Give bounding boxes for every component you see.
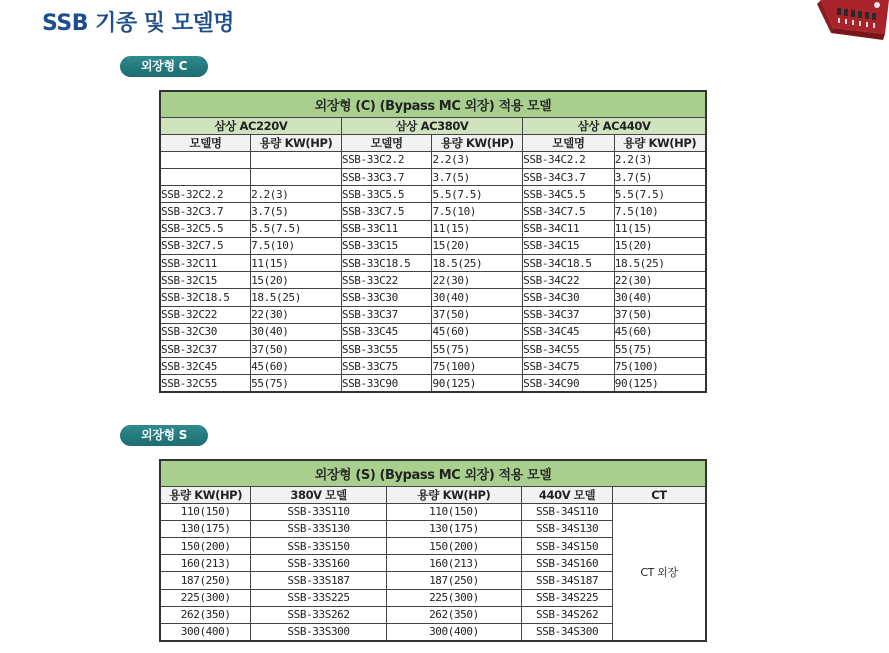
model-cell: SSB-34C90 xyxy=(523,375,615,392)
model-cell: SSB-33S150 xyxy=(251,538,386,555)
col-model-name: 모델명 xyxy=(160,134,251,151)
table-row xyxy=(160,375,706,392)
col-model-name: 모델명 xyxy=(341,134,432,151)
model-cell: SSB-33C15 xyxy=(341,237,432,254)
capacity-cell: 7.5(10) xyxy=(614,203,706,220)
model-cell: SSB-34C5.5 xyxy=(523,186,615,203)
model-cell: SSB-33C45 xyxy=(341,323,432,340)
capacity-cell xyxy=(251,151,342,168)
model-cell: SSB-33S160 xyxy=(251,555,386,572)
capacity-cell: 75(100) xyxy=(432,358,523,375)
capacity-cell: 150(200) xyxy=(386,538,521,555)
table-row xyxy=(160,151,706,168)
table-row xyxy=(160,289,706,306)
model-cell: SSB-34C11 xyxy=(523,220,615,237)
model-cell: SSB-32C37 xyxy=(160,340,251,357)
model-cell: SSB-34C37 xyxy=(523,306,615,323)
capacity-cell: 90(125) xyxy=(432,375,523,392)
model-cell: SSB-34S262 xyxy=(522,606,613,623)
capacity-cell: 37(50) xyxy=(251,340,342,357)
capacity-cell: 15(20) xyxy=(614,237,706,254)
capacity-cell: 2.2(3) xyxy=(614,151,706,168)
capacity-cell: 7.5(10) xyxy=(251,237,342,254)
model-cell: SSB-34S130 xyxy=(522,520,613,537)
capacity-cell: 90(125) xyxy=(614,375,706,392)
model-cell: SSB-34C2.2 xyxy=(523,151,615,168)
table-row xyxy=(160,503,706,520)
model-cell: SSB-34S110 xyxy=(522,503,613,520)
table-row xyxy=(160,323,706,340)
model-cell: SSB-33C75 xyxy=(341,358,432,375)
capacity-cell: 15(20) xyxy=(251,272,342,289)
col-model-440: 440V 모델 xyxy=(522,486,613,503)
capacity-cell: 130(175) xyxy=(386,520,521,537)
capacity-cell: 11(15) xyxy=(614,220,706,237)
model-cell: SSB-33S130 xyxy=(251,520,386,537)
capacity-cell: 3.7(5) xyxy=(432,169,523,186)
model-cell: SSB-33S225 xyxy=(251,589,386,606)
model-cell: SSB-33C30 xyxy=(341,289,432,306)
capacity-cell: 55(75) xyxy=(432,340,523,357)
capacity-cell: 18.5(25) xyxy=(614,255,706,272)
col-ct: CT xyxy=(612,486,706,503)
model-cell: SSB-33C2.2 xyxy=(341,151,432,168)
model-cell: SSB-33C55 xyxy=(341,340,432,357)
table-s-title: 외장형 (S) (Bypass MC 외장) 적용 모델 xyxy=(160,460,706,486)
col-model-name: 모델명 xyxy=(523,134,615,151)
model-cell: SSB-32C5.5 xyxy=(160,220,251,237)
table-row xyxy=(160,220,706,237)
capacity-cell: 7.5(10) xyxy=(432,203,523,220)
capacity-cell: 22(30) xyxy=(614,272,706,289)
model-cell: SSB-34S160 xyxy=(522,555,613,572)
table-row xyxy=(160,272,706,289)
capacity-cell: 11(15) xyxy=(432,220,523,237)
model-cell: SSB-34C22 xyxy=(523,272,615,289)
model-cell: SSB-33C22 xyxy=(341,272,432,289)
model-cell: SSB-32C7.5 xyxy=(160,237,251,254)
capacity-cell: 30(40) xyxy=(432,289,523,306)
capacity-cell: 18.5(25) xyxy=(432,255,523,272)
model-cell: SSB-32C22 xyxy=(160,306,251,323)
capacity-cell: 225(300) xyxy=(160,589,251,606)
capacity-cell xyxy=(251,169,342,186)
col-capacity: 용량 KW(HP) xyxy=(614,134,706,151)
capacity-cell: 110(150) xyxy=(386,503,521,520)
capacity-cell: 130(175) xyxy=(160,520,251,537)
model-cell: SSB-34C15 xyxy=(523,237,615,254)
model-cell xyxy=(160,169,251,186)
capacity-cell: 15(20) xyxy=(432,237,523,254)
model-cell: SSB-33C3.7 xyxy=(341,169,432,186)
col-capacity-440: 용량 KW(HP) xyxy=(386,486,521,503)
col-capacity-380: 용량 KW(HP) xyxy=(160,486,251,503)
model-cell: SSB-32C3.7 xyxy=(160,203,251,220)
col-model-380: 380V 모델 xyxy=(251,486,386,503)
capacity-cell: 45(60) xyxy=(432,323,523,340)
capacity-cell: 160(213) xyxy=(160,555,251,572)
product-image xyxy=(759,0,889,42)
model-cell: SSB-34S300 xyxy=(522,624,613,641)
table-c-body xyxy=(160,151,706,392)
capacity-cell: 37(50) xyxy=(614,306,706,323)
table-row xyxy=(160,203,706,220)
section-s-badge: 외장형 S xyxy=(120,425,208,446)
group-ac220v: 삼상 AC220V xyxy=(160,117,341,134)
capacity-cell: 55(75) xyxy=(614,340,706,357)
table-s-body xyxy=(160,503,706,641)
table-row xyxy=(160,255,706,272)
col-capacity: 용량 KW(HP) xyxy=(432,134,523,151)
model-cell: SSB-34C55 xyxy=(523,340,615,357)
capacity-cell: 30(40) xyxy=(614,289,706,306)
model-cell: SSB-33C90 xyxy=(341,375,432,392)
capacity-cell: 5.5(7.5) xyxy=(614,186,706,203)
model-cell: SSB-33S110 xyxy=(251,503,386,520)
model-cell: SSB-33C11 xyxy=(341,220,432,237)
capacity-cell: 45(60) xyxy=(251,358,342,375)
model-cell: SSB-33C7.5 xyxy=(341,203,432,220)
capacity-cell: 30(40) xyxy=(251,323,342,340)
table-row xyxy=(160,306,706,323)
capacity-cell: 22(30) xyxy=(251,306,342,323)
table-external-c xyxy=(159,90,707,393)
page-title: SSB 기종 및 모델명 xyxy=(42,11,234,36)
starter-device-icon xyxy=(759,0,889,42)
model-cell: SSB-34C18.5 xyxy=(523,255,615,272)
capacity-cell: 3.7(5) xyxy=(614,169,706,186)
capacity-cell: 110(150) xyxy=(160,503,251,520)
model-cell: SSB-32C45 xyxy=(160,358,251,375)
capacity-cell: 300(400) xyxy=(160,624,251,641)
model-cell: SSB-34S187 xyxy=(522,572,613,589)
model-cell: SSB-34C7.5 xyxy=(523,203,615,220)
capacity-cell: 262(350) xyxy=(160,606,251,623)
capacity-cell: 150(200) xyxy=(160,538,251,555)
table-external-s xyxy=(159,459,707,642)
capacity-cell: 75(100) xyxy=(614,358,706,375)
ct-cell: CT 외장 xyxy=(612,503,706,641)
model-cell xyxy=(160,151,251,168)
capacity-cell: 2.2(3) xyxy=(251,186,342,203)
table-row xyxy=(160,169,706,186)
model-cell: SSB-34C3.7 xyxy=(523,169,615,186)
model-cell: SSB-32C18.5 xyxy=(160,289,251,306)
capacity-cell: 160(213) xyxy=(386,555,521,572)
capacity-cell: 300(400) xyxy=(386,624,521,641)
table-row xyxy=(160,340,706,357)
table-row xyxy=(160,186,706,203)
model-cell: SSB-32C11 xyxy=(160,255,251,272)
model-cell: SSB-33S262 xyxy=(251,606,386,623)
capacity-cell: 3.7(5) xyxy=(251,203,342,220)
model-cell: SSB-32C30 xyxy=(160,323,251,340)
capacity-cell: 262(350) xyxy=(386,606,521,623)
capacity-cell: 55(75) xyxy=(251,375,342,392)
model-cell: SSB-32C55 xyxy=(160,375,251,392)
group-ac440v: 삼상 AC440V xyxy=(523,117,706,134)
capacity-cell: 11(15) xyxy=(251,255,342,272)
capacity-cell: 2.2(3) xyxy=(432,151,523,168)
model-cell: SSB-32C2.2 xyxy=(160,186,251,203)
model-cell: SSB-34C45 xyxy=(523,323,615,340)
model-cell: SSB-34S225 xyxy=(522,589,613,606)
model-cell: SSB-34C30 xyxy=(523,289,615,306)
capacity-cell: 5.5(7.5) xyxy=(251,220,342,237)
model-cell: SSB-34S150 xyxy=(522,538,613,555)
model-cell: SSB-33S300 xyxy=(251,624,386,641)
capacity-cell: 187(250) xyxy=(160,572,251,589)
model-cell: SSB-33C5.5 xyxy=(341,186,432,203)
model-cell: SSB-34C75 xyxy=(523,358,615,375)
group-ac380v: 삼상 AC380V xyxy=(341,117,522,134)
table-c-title: 외장형 (C) (Bypass MC 외장) 적용 모델 xyxy=(160,91,706,117)
table-row xyxy=(160,358,706,375)
capacity-cell: 18.5(25) xyxy=(251,289,342,306)
table-row xyxy=(160,237,706,254)
section-c-badge: 외장형 C xyxy=(120,56,208,77)
capacity-cell: 45(60) xyxy=(614,323,706,340)
capacity-cell: 187(250) xyxy=(386,572,521,589)
model-cell: SSB-33C18.5 xyxy=(341,255,432,272)
capacity-cell: 5.5(7.5) xyxy=(432,186,523,203)
model-cell: SSB-33C37 xyxy=(341,306,432,323)
model-cell: SSB-33S187 xyxy=(251,572,386,589)
model-cell: SSB-32C15 xyxy=(160,272,251,289)
capacity-cell: 37(50) xyxy=(432,306,523,323)
capacity-cell: 225(300) xyxy=(386,589,521,606)
col-capacity: 용량 KW(HP) xyxy=(251,134,342,151)
capacity-cell: 22(30) xyxy=(432,272,523,289)
